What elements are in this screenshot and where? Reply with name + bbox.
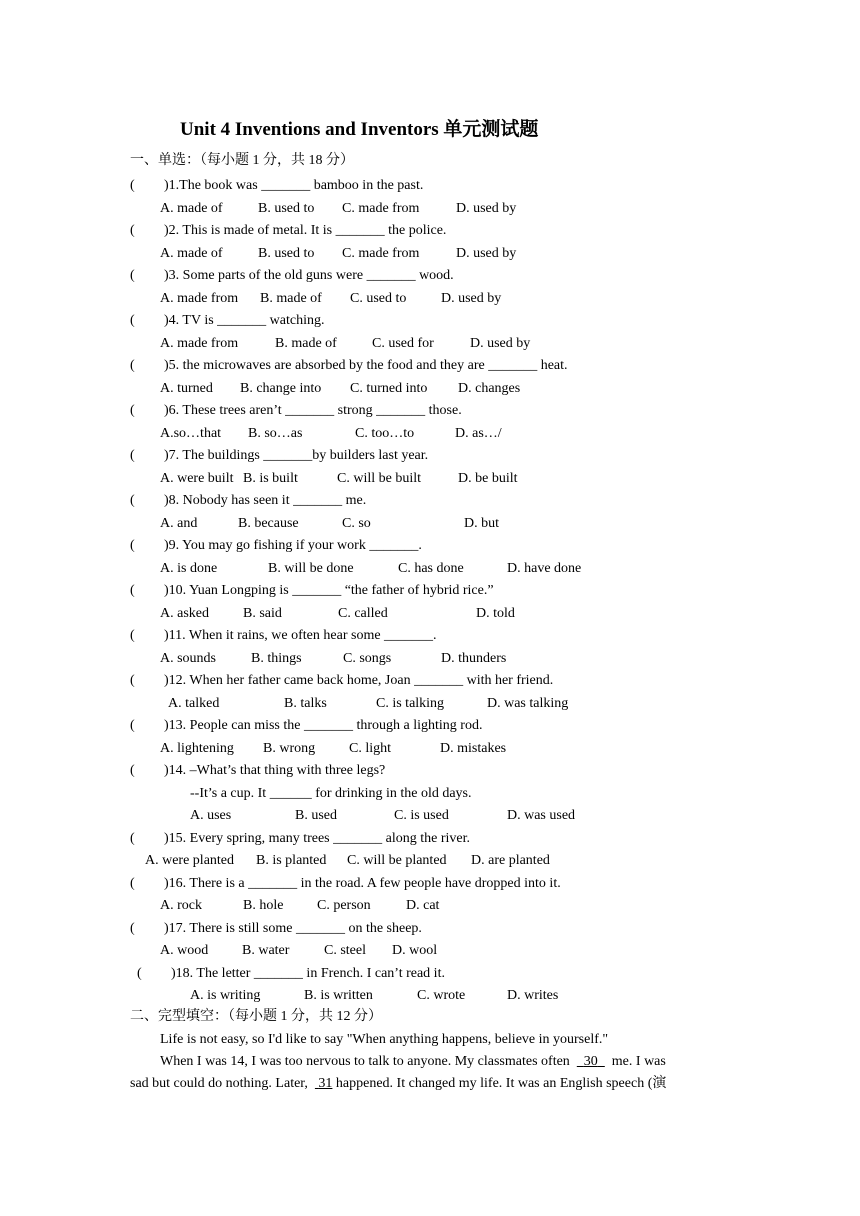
question-4-stem	[130, 312, 324, 330]
question-11-option-a: A. sounds	[160, 650, 217, 666]
question-6-option-a: A.so…that	[160, 425, 222, 441]
question-9-option-d: D. have done	[507, 560, 582, 576]
question-text: )8. Nobody has seen it _______ me.	[164, 493, 367, 508]
question-1-option-a: A. made of	[160, 200, 223, 216]
section-2-heading: 二、完型填空：（每小题 1 分，共 12 分）	[130, 1008, 382, 1024]
question-3-option-d: D. used by	[441, 290, 502, 306]
question-6-stem	[130, 402, 462, 420]
question-1-stem	[130, 177, 423, 195]
passage-text: me. I was	[611, 1053, 666, 1069]
question-2-option-c: C. made from	[342, 245, 420, 261]
question-16-stem	[130, 875, 561, 893]
question-2-option-b: B. used to	[258, 245, 315, 261]
question-13-option-a: A. lightening	[160, 740, 234, 756]
answer-paren[interactable]: (	[130, 313, 135, 328]
question-12-stem	[130, 672, 553, 690]
question-13-option-c: C. light	[349, 740, 392, 756]
question-9-option-b: B. will be done	[268, 560, 354, 576]
question-16-option-b: B. hole	[243, 898, 284, 913]
passage-text: sad but could do nothing. Later,	[130, 1075, 308, 1091]
question-17-option-c: C. steel	[324, 943, 366, 958]
question-17-stem	[130, 920, 422, 938]
answer-paren[interactable]: (	[130, 718, 135, 733]
question-4-option-a: A. made from	[160, 335, 239, 351]
answer-paren[interactable]: (	[137, 965, 142, 981]
passage-text: happened. It changed my life. It was an English speech (演	[335, 1075, 667, 1091]
answer-paren[interactable]: (	[130, 673, 135, 688]
question-8-option-a: A. and	[160, 515, 198, 531]
question-4-option-d: D. used by	[470, 335, 531, 351]
question-2-stem	[130, 222, 446, 240]
question-16-option-d: D. cat	[406, 898, 440, 913]
question-14-option-b: B. used	[295, 808, 337, 823]
passage-line	[130, 1075, 666, 1093]
question-15-option-b: B. is planted	[256, 853, 327, 868]
question-11-option-c: C. songs	[343, 650, 392, 666]
question-16-option-c: C. person	[317, 898, 371, 913]
question-15-stem	[130, 830, 470, 848]
question-14-option-c: C. is used	[394, 808, 449, 823]
question-text: )17. There is still some _______ on the sheep.	[164, 920, 422, 936]
answer-paren[interactable]: (	[130, 583, 135, 598]
question-text: )14. –What’s that thing with three legs?	[164, 763, 386, 778]
question-8-option-b: B. because	[238, 515, 299, 531]
question-7-option-d: D. be built	[458, 470, 518, 486]
passage-text: When I was 14, I was too nervous to talk to anyone. My classmates often	[160, 1053, 570, 1069]
answer-paren[interactable]: (	[130, 628, 135, 643]
answer-paren[interactable]: (	[130, 268, 135, 283]
question-text: )12. When her father came back home, Joan _______ with her friend.	[164, 673, 554, 688]
question-18-option-c: C. wrote	[417, 988, 466, 1003]
question-1-option-c: C. made from	[342, 200, 420, 216]
question-9-stem	[130, 537, 422, 555]
question-3-option-b: B. made of	[260, 290, 322, 306]
answer-paren[interactable]: (	[130, 403, 135, 418]
question-8-stem	[130, 492, 366, 510]
question-text: )10. Yuan Longping is _______ “the father of hybrid rice.”	[164, 583, 494, 598]
answer-paren[interactable]: (	[130, 448, 135, 463]
question-text: )5. the microwaves are absorbed by the food and they are _______ heat.	[164, 358, 568, 373]
question-8-option-d: D. but	[464, 515, 499, 531]
question-1-option-b: B. used to	[258, 200, 315, 216]
question-10-option-b: B. said	[243, 605, 282, 621]
question-12-option-c: C. is talking	[376, 695, 445, 711]
question-4-option-c: C. used for	[372, 335, 434, 351]
question-13-option-d: D. mistakes	[440, 740, 507, 756]
question-12-option-b: B. talks	[284, 695, 327, 711]
answer-paren[interactable]: (	[130, 920, 135, 936]
question-17-option-d: D. wool	[392, 943, 438, 958]
answer-paren[interactable]: (	[130, 223, 135, 238]
question-7-option-b: B. is built	[243, 470, 298, 486]
question-6-option-d: D. as…/	[455, 425, 502, 441]
question-11-stem	[130, 627, 437, 645]
question-11-option-d: D. thunders	[441, 650, 507, 666]
question-9-option-a: A. is done	[160, 560, 218, 576]
answer-paren[interactable]: (	[130, 493, 135, 508]
question-2-option-d: D. used by	[456, 245, 517, 261]
question-18-option-b: B. is written	[304, 988, 373, 1003]
question-text: )9. You may go fishing if your work _______.	[164, 538, 422, 553]
question-text: )4. TV is _______ watching.	[164, 313, 325, 328]
question-13-stem	[130, 717, 482, 735]
question-13-option-b: B. wrong	[263, 740, 316, 756]
answer-paren[interactable]: (	[130, 875, 135, 891]
question-text: )1.The book was _______ bamboo in the past.	[164, 178, 424, 193]
question-17-option-a: A. wood	[160, 943, 209, 958]
question-6-option-b: B. so…as	[248, 425, 303, 441]
question-1-option-d: D. used by	[456, 200, 517, 216]
question-3-option-a: A. made from	[160, 290, 239, 306]
question-3-option-c: C. used to	[350, 290, 407, 306]
question-10-option-c: C. called	[338, 605, 388, 621]
question-10-option-a: A. asked	[160, 605, 209, 621]
question-12-option-a: A. talked	[168, 695, 220, 711]
question-5-option-a: A. turned	[160, 380, 213, 396]
question-15-option-d: D. are planted	[471, 853, 550, 868]
question-12-option-d: D. was talking	[487, 695, 569, 711]
question-text: )6. These trees aren’t _______ strong _______ those.	[164, 403, 462, 418]
question-8-option-c: C. so	[342, 515, 371, 531]
question-10-option-d: D. told	[476, 605, 515, 621]
question-5-option-d: D. changes	[458, 380, 521, 396]
question-11-option-b: B. things	[251, 650, 302, 666]
question-7-stem	[130, 447, 428, 465]
page-title: Unit 4 Inventions and Inventors 单元测试题	[180, 119, 539, 140]
answer-paren[interactable]: (	[130, 763, 135, 778]
question-14-dialogue: --It’s a cup. It ______ for drinking in the old days.	[190, 785, 472, 801]
question-14-option-a: A. uses	[190, 808, 232, 823]
question-text: )18. The letter _______ in French. I can’t read it.	[171, 965, 445, 981]
question-7-option-a: A. were built	[160, 470, 234, 486]
question-6-option-c: C. too…to	[355, 425, 415, 441]
section-1-heading: 一、单选：（每小题 1 分，共 18 分）	[130, 153, 354, 168]
question-text: )16. There is a _______ in the road. A few people have dropped into it.	[164, 875, 561, 891]
question-text: )2. This is made of metal. It is _______ the police.	[164, 223, 447, 238]
passage-line: Life is not easy, so I'd like to say "When anything happens, believe in yourself."	[160, 1031, 609, 1047]
question-2-option-a: A. made of	[160, 245, 223, 261]
question-4-option-b: B. made of	[275, 335, 337, 351]
question-5-option-b: B. change into	[240, 380, 322, 396]
question-5-option-c: C. turned into	[350, 380, 428, 396]
question-15-option-a: A. were planted	[145, 853, 235, 868]
question-text: )11. When it rains, we often hear some _______.	[164, 628, 437, 643]
question-15-option-c: C. will be planted	[347, 853, 447, 868]
question-9-option-c: C. has done	[398, 560, 464, 576]
blank-31: 31	[318, 1075, 333, 1091]
blank-30: 30	[583, 1053, 598, 1069]
question-18-stem	[137, 965, 445, 983]
question-14-option-d: D. was used	[507, 808, 576, 823]
answer-paren[interactable]: (	[130, 178, 135, 193]
passage-line	[160, 1053, 666, 1071]
question-10-stem	[130, 582, 494, 600]
answer-paren[interactable]: (	[130, 358, 135, 373]
question-16-option-a: A. rock	[160, 898, 202, 913]
question-5-stem	[130, 357, 568, 375]
question-text: )15. Every spring, many trees _______ along the river.	[164, 830, 470, 846]
question-17-option-b: B. water	[242, 943, 290, 958]
question-18-option-a: A. is writing	[190, 988, 261, 1003]
question-14-stem	[130, 762, 385, 780]
question-text: )13. People can miss the _______ through a lighting rod.	[164, 718, 483, 733]
question-7-option-c: C. will be built	[337, 470, 421, 486]
question-18-option-d: D. writes	[507, 988, 559, 1003]
answer-paren[interactable]: (	[130, 830, 135, 846]
question-3-stem	[130, 267, 454, 285]
question-text: )3. Some parts of the old guns were _______ wood.	[164, 268, 454, 283]
question-text: )7. The buildings _______by builders last year.	[164, 448, 429, 463]
answer-paren[interactable]: (	[130, 538, 135, 553]
